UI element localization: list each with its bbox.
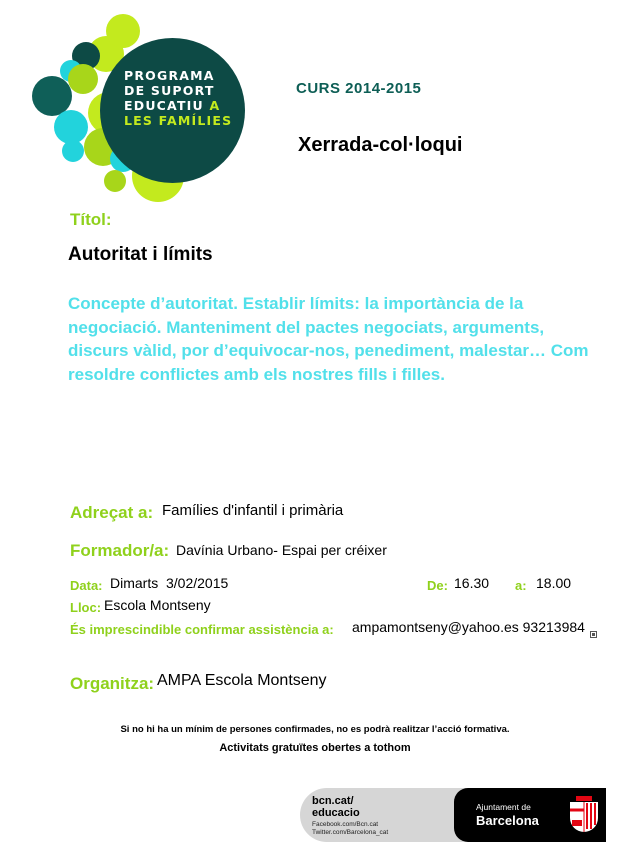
footer-banner [300,788,606,842]
trainer-label: Formador/a: [70,541,170,560]
audience-value: Famílies d'infantil i primària [162,502,344,519]
date-value: Dimarts 3/02/2015 [110,575,229,591]
ajuntament-block [454,788,606,842]
location-label: Lloc: [70,600,102,615]
bcn-education-block [300,788,470,842]
end-time-value: 18.00 [536,575,572,591]
program-logo [0,0,260,200]
barcelona-crest-icon [564,794,604,838]
talk-description: Concepte d’autoritat. Establir límits: la importància de la negociació. Manteniment del pactes negociats, arguments, discurs vàlid, por d’equivocar-nos, penediment, malestar… Com resoldre conflictes amb els nostres fills i filles. [68,294,589,384]
trainer-value: Davínia Urbano- Espai per créixer [176,542,387,558]
facebook-link: Facebook.com/Bcn.cat [312,821,379,828]
title-label: Títol: [70,210,112,229]
audience-label: Adreçat a: [70,503,154,522]
free-activities-note: Activitats gratuïtes obertes a tothom [219,742,411,754]
organizer-value: AMPA Escola Montseny [157,672,327,689]
logo-text: PROGRAMA DE SUPORT EDUCATIU A LES FAMÍLIES [124,68,233,128]
end-time-label: a: [515,578,527,593]
course-year: CURS 2014-2015 [296,80,422,97]
event-format: Xerrada-col·loqui [298,134,463,156]
minimum-attendance-notice: Si no hi ha un mínim de persones confirmades, no es podrà realitzar l’acció formativa. [120,724,510,735]
start-time-label: De: [427,578,448,593]
date-label: Data: [70,578,103,593]
barcelona-label: Barcelona [476,813,539,828]
start-time-value: 16.30 [454,575,490,591]
bcn-url-line2: educacio [312,807,360,819]
location-value: Escola Montseny [104,597,211,613]
text-overflow-handle[interactable] [590,631,597,638]
organizer-label: Organitza: [70,674,155,693]
confirm-contact[interactable]: ampamontseny@yahoo.es 93213984 [352,619,585,635]
twitter-link: Twitter.com/Barcelona_cat [312,829,389,836]
talk-title: Autoritat i límits [68,244,213,265]
ajuntament-label: Ajuntament de [476,802,531,812]
bcn-url-line1: bcn.cat/ [312,795,354,807]
confirm-attendance-label: És imprescindible confirmar assistència a: [70,622,334,637]
